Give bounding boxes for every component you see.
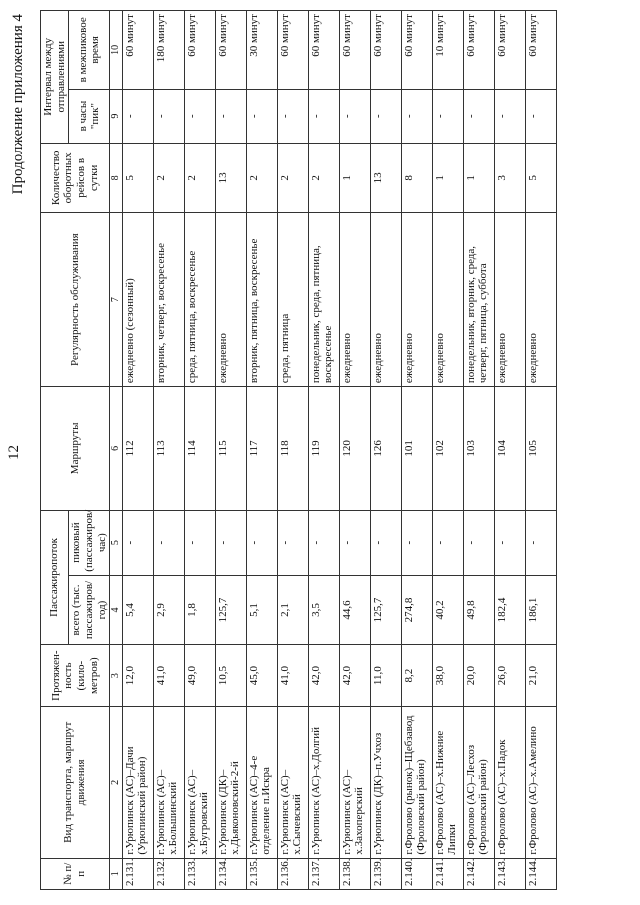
daily-trips: 1 [339,143,370,213]
table-row [432,11,463,890]
table-row [494,11,525,890]
daily-trips: 2 [184,143,215,213]
passenger-flow-peak: - [370,510,401,575]
route-length: 8,2 [401,645,432,707]
header-no: № п/п [41,858,110,889]
route-description: г.Фролово (АС)–х.Амелино [525,707,556,859]
column-numbers-row [110,11,123,890]
passenger-flow-total: 125,7 [370,575,401,645]
route-number: 118 [277,387,308,510]
daily-trips: 8 [401,143,432,213]
passenger-flow-peak: - [339,510,370,575]
passenger-flow-total: 40,2 [432,575,463,645]
header-regularity: Регулярность обслуживания [41,213,110,387]
row-number: 2.136. [277,858,308,889]
passenger-flow-total: 44,6 [339,575,370,645]
route-number: 112 [122,387,153,510]
row-number: 2.139. [370,858,401,889]
route-number: 105 [525,387,556,510]
route-length: 42,0 [308,645,339,707]
interval-peak: - [463,89,494,143]
route-length: 42,0 [339,645,370,707]
route-number: 101 [401,387,432,510]
column-number: 8 [110,143,123,213]
column-number: 7 [110,213,123,387]
table-row [525,11,556,890]
route-description: г.Урюпинск (АС)–х.Долгий [308,707,339,859]
daily-trips: 1 [432,143,463,213]
route-number: 102 [432,387,463,510]
route-number: 103 [463,387,494,510]
row-number: 2.133. [184,858,215,889]
interval-offpeak: 60 минут [277,11,308,90]
column-number: 2 [110,707,123,859]
interval-offpeak: 60 минут [308,11,339,90]
route-number: 117 [246,387,277,510]
service-regularity: понедельник, вторник, среда, четверг, пятница, суббота [463,213,494,387]
row-number: 2.135. [246,858,277,889]
route-length: 20,0 [463,645,494,707]
interval-offpeak: 60 минут [494,11,525,90]
route-description: г.Урюпинск (АС)–Дачи (Урюпинский район) [122,707,153,859]
header-routes: Маршруты [41,387,110,510]
service-regularity: ежедневно [401,213,432,387]
table-row [184,11,215,890]
route-length: 21,0 [525,645,556,707]
header-interval: Интервал между отправлениями [41,11,69,144]
passenger-flow-peak: - [525,510,556,575]
interval-peak: - [122,89,153,143]
interval-peak: - [370,89,401,143]
table-row [246,11,277,890]
header-int-offpeak: в межпиковое время [69,11,110,90]
interval-peak: - [525,89,556,143]
route-length: 41,0 [277,645,308,707]
passenger-flow-peak: - [463,510,494,575]
table-row [215,11,246,890]
row-number: 2.144. [525,858,556,889]
passenger-flow-peak: - [122,510,153,575]
daily-trips: 2 [246,143,277,213]
row-number: 2.132. [153,858,184,889]
route-description: г.Урюпинск (АС)–4-е отделение п.Искра [246,707,277,859]
daily-trips: 5 [122,143,153,213]
passenger-flow-total: 125,7 [215,575,246,645]
service-regularity: понедельник, среда, пятница, воскресенье [308,213,339,387]
route-length: 12,0 [122,645,153,707]
column-number: 3 [110,645,123,707]
column-number: 10 [110,11,123,90]
appendix-title: Продолжение приложения 4 [10,14,26,195]
daily-trips: 2 [308,143,339,213]
route-number: 126 [370,387,401,510]
interval-offpeak: 60 минут [184,11,215,90]
column-number: 1 [110,858,123,889]
interval-peak: - [153,89,184,143]
passenger-flow-peak: - [432,510,463,575]
header-pf-total: всего (тыс. пассажиров/ год) [69,575,110,645]
service-regularity: вторник, пятница, воскресенье [246,213,277,387]
route-length: 41,0 [153,645,184,707]
route-description: г.Урюпинск (АС)–х.Захоперский [339,707,370,859]
header-length: Протяжен- ность (кило- метров) [41,645,110,707]
interval-peak: - [339,89,370,143]
interval-offpeak: 30 минут [246,11,277,90]
header-passenger-flow: Пассажиропоток [41,510,69,645]
daily-trips: 1 [463,143,494,213]
row-number: 2.143. [494,858,525,889]
row-number: 2.131. [122,858,153,889]
daily-trips: 13 [370,143,401,213]
route-description: г.Фролово (АС)–х.Нижние Липки [432,707,463,859]
service-regularity: ежедневно [215,213,246,387]
passenger-flow-total: 5,4 [122,575,153,645]
service-regularity: ежедневно (сезонный) [122,213,153,387]
header-route-desc: Вид транспорта, маршрут движения [41,707,110,859]
row-number: 2.137. [308,858,339,889]
passenger-flow-peak: - [153,510,184,575]
interval-offpeak: 60 минут [339,11,370,90]
table-row [370,11,401,890]
route-description: г.Фролово (АС)–х.Падок [494,707,525,859]
column-number: 4 [110,575,123,645]
route-number: 114 [184,387,215,510]
row-number: 2.142. [463,858,494,889]
passenger-flow-total: 1,8 [184,575,215,645]
daily-trips: 2 [153,143,184,213]
service-regularity: ежедневно [525,213,556,387]
table-row [308,11,339,890]
route-length: 11,0 [370,645,401,707]
header-int-peak: в часы "пик" [69,89,110,143]
row-number: 2.134. [215,858,246,889]
interval-offpeak: 10 минут [432,11,463,90]
passenger-flow-peak: - [494,510,525,575]
interval-peak: - [494,89,525,143]
daily-trips: 2 [277,143,308,213]
column-number: 6 [110,387,123,510]
route-number: 120 [339,387,370,510]
route-description: г.Урюпинск (ДК)–п.Учхоз [370,707,401,859]
interval-peak: - [215,89,246,143]
interval-peak: - [432,89,463,143]
service-regularity: ежедневно [432,213,463,387]
route-number: 104 [494,387,525,510]
passenger-flow-peak: - [277,510,308,575]
passenger-flow-total: 2,9 [153,575,184,645]
table-row [153,11,184,890]
interval-peak: - [277,89,308,143]
route-description: г.Фролово (АС)–Лесхоз (Фроловский район) [463,707,494,859]
table-row [122,11,153,890]
interval-peak: - [184,89,215,143]
table-row [401,11,432,890]
daily-trips: 13 [215,143,246,213]
route-description: г.Урюпинск (АС)–х.Сычевский [277,707,308,859]
interval-offpeak: 180 минут [153,11,184,90]
route-length: 10,5 [215,645,246,707]
header-trips: Количество оборотных рейсов в сутки [41,143,110,213]
route-length: 49,0 [184,645,215,707]
interval-offpeak: 60 минут [463,11,494,90]
interval-offpeak: 60 минут [122,11,153,90]
service-regularity: ежедневно [370,213,401,387]
service-regularity: ежедневно [494,213,525,387]
page-number: 12 [6,445,22,460]
route-number: 115 [215,387,246,510]
passenger-flow-total: 186,1 [525,575,556,645]
route-description: г.Урюпинск (АС)–х.Большинский [153,707,184,859]
column-number: 5 [110,510,123,575]
routes-table [40,10,557,890]
interval-offpeak: 60 минут [215,11,246,90]
passenger-flow-total: 49,8 [463,575,494,645]
table-row [277,11,308,890]
service-regularity: вторник, четверг, воскресенье [153,213,184,387]
row-number: 2.140. [401,858,432,889]
passenger-flow-total: 2,1 [277,575,308,645]
route-description: г.Урюпинск (ДК)–х.Дьяконовский-2-й [215,707,246,859]
passenger-flow-peak: - [308,510,339,575]
table-row [339,11,370,890]
route-number: 113 [153,387,184,510]
passenger-flow-peak: - [246,510,277,575]
route-number: 119 [308,387,339,510]
passenger-flow-total: 3,5 [308,575,339,645]
route-length: 38,0 [432,645,463,707]
route-description: г.Урюпинск (АС)–х.Бугровский [184,707,215,859]
table-row [463,11,494,890]
passenger-flow-total: 274,8 [401,575,432,645]
service-regularity: среда, пятница, воскресенье [184,213,215,387]
route-length: 26,0 [494,645,525,707]
route-description: г.Фролово (рынок)–Щебзавод (Фроловский район) [401,707,432,859]
interval-offpeak: 60 минут [370,11,401,90]
header-pf-peak: пиковый (пассажиров/ час) [69,510,110,575]
passenger-flow-total: 5,1 [246,575,277,645]
row-number: 2.141. [432,858,463,889]
row-number: 2.138. [339,858,370,889]
passenger-flow-peak: - [184,510,215,575]
table-body [122,11,556,890]
interval-offpeak: 60 минут [525,11,556,90]
daily-trips: 3 [494,143,525,213]
passenger-flow-peak: - [401,510,432,575]
interval-peak: - [246,89,277,143]
daily-trips: 5 [525,143,556,213]
interval-offpeak: 60 минут [401,11,432,90]
column-number: 9 [110,89,123,143]
passenger-flow-peak: - [215,510,246,575]
interval-peak: - [308,89,339,143]
service-regularity: среда, пятница [277,213,308,387]
passenger-flow-total: 182,4 [494,575,525,645]
interval-peak: - [401,89,432,143]
route-length: 45,0 [246,645,277,707]
service-regularity: ежедневно [339,213,370,387]
